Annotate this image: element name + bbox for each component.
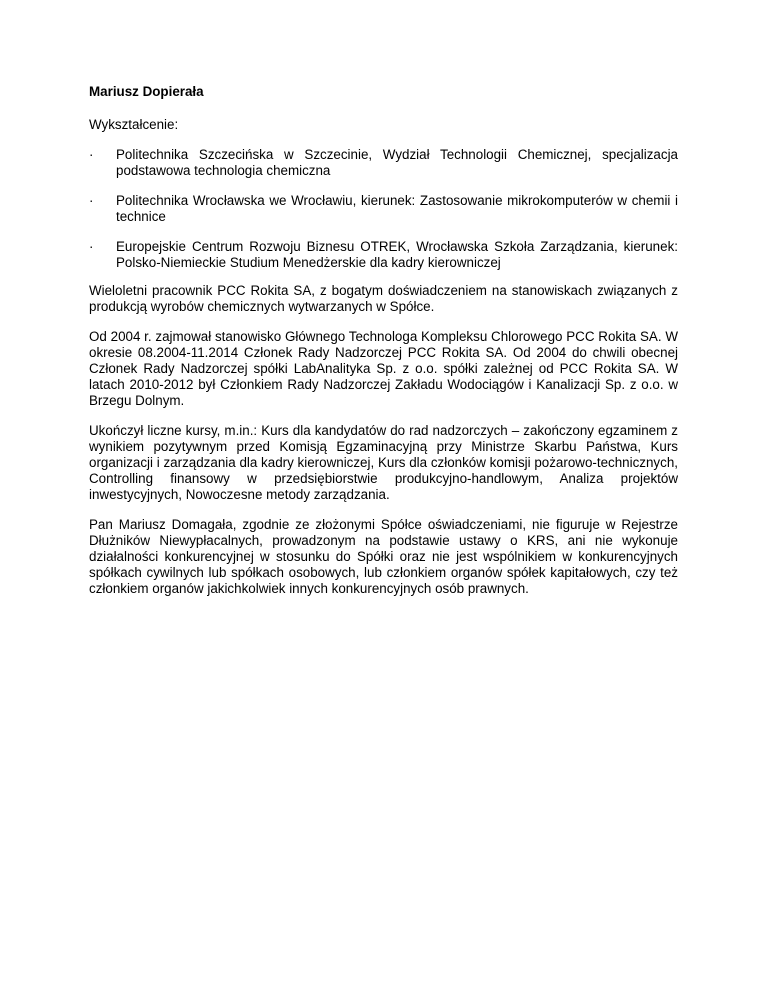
courses-paragraph: Ukończył liczne kursy, m.in.: Kurs dla kandydatów do rad nadzorczych – zakończony egzaminem z wynikiem pozytywnym przed Komisją Egzaminacyjną przy Ministrze Skarbu Państwa, Kurs organizacji i zarządzania dla kadry kierowniczej, Kurs dla członków komisji pożarowo-technicznych, Controlling finansowy w przedsiębiorstwie produkcyjno-handlowym, Analiza projektów inwestycyjnych, Nowoczesne metody zarządzania. <box>89 423 678 502</box>
education-label: Wykształcenie: <box>89 117 179 132</box>
declaration-paragraph: Pan Mariusz Domagała, zgodnie ze złożonymi Spółce oświadczeniami, nie figuruje w Rejestrze Dłużników Niewypłacalnych, prowadzonym na podstawie ustawy o KRS, ani nie wykonuje działalności konkurencyjnej w stosunku do Spółki oraz nie jest wspólnikiem w konkurencyjnych spółkach cywilnych lub spółkach osobowych, lub członkiem organów spółek kapitałowych, czy też członkiem organów jakichkolwiek innych konkurencyjnych osób prawnych. <box>89 517 678 596</box>
education-list <box>89 147 678 271</box>
positions-paragraph: Od 2004 r. zajmował stanowisko Głównego Technologa Kompleksu Chlorowego PCC Rokita SA. W okresie 08.2004-11.2014 Członek Rady Nadzorczej PCC Rokita SA. Od 2004 do chwili obecnej Członek Rady Nadzorczej spółki LabAnalityka Sp. z o.o. spółki zależnej od PCC Rokita SA. W latach 2010-2012 był Członkiem Rady Nadzorczej Zakładu Wodociągów i Kanalizacji Sp. z o.o. w Brzegu Dolnym. <box>89 329 678 408</box>
education-item <box>89 147 678 179</box>
education-item-text: Politechnika Szczecińska w Szczecinie, Wydział Technologii Chemicznej, specjalizacja podstawowa technologia chemiczna <box>116 147 678 178</box>
bullet-icon: · <box>89 239 94 254</box>
education-item-text: Politechnika Wrocławska we Wrocławiu, kierunek: Zastosowanie mikrokomputerów w chemii i technice <box>116 193 678 224</box>
bullet-icon: · <box>89 147 94 162</box>
education-item <box>89 193 678 225</box>
document-page <box>89 84 678 611</box>
person-name-heading: Mariusz Dopierała <box>89 84 204 99</box>
experience-paragraph: Wieloletni pracownik PCC Rokita SA, z bogatym doświadczeniem na stanowiskach związanych z produkcją wyrobów chemicznych wytwarzanych w Spółce. <box>89 283 678 314</box>
education-item <box>89 239 678 271</box>
bullet-icon: · <box>89 193 94 208</box>
education-item-text: Europejskie Centrum Rozwoju Biznesu OTREK, Wrocławska Szkoła Zarządzania, kierunek: Polsko-Niemieckie Studium Menedżerskie dla kadry kierowniczej <box>116 239 678 270</box>
